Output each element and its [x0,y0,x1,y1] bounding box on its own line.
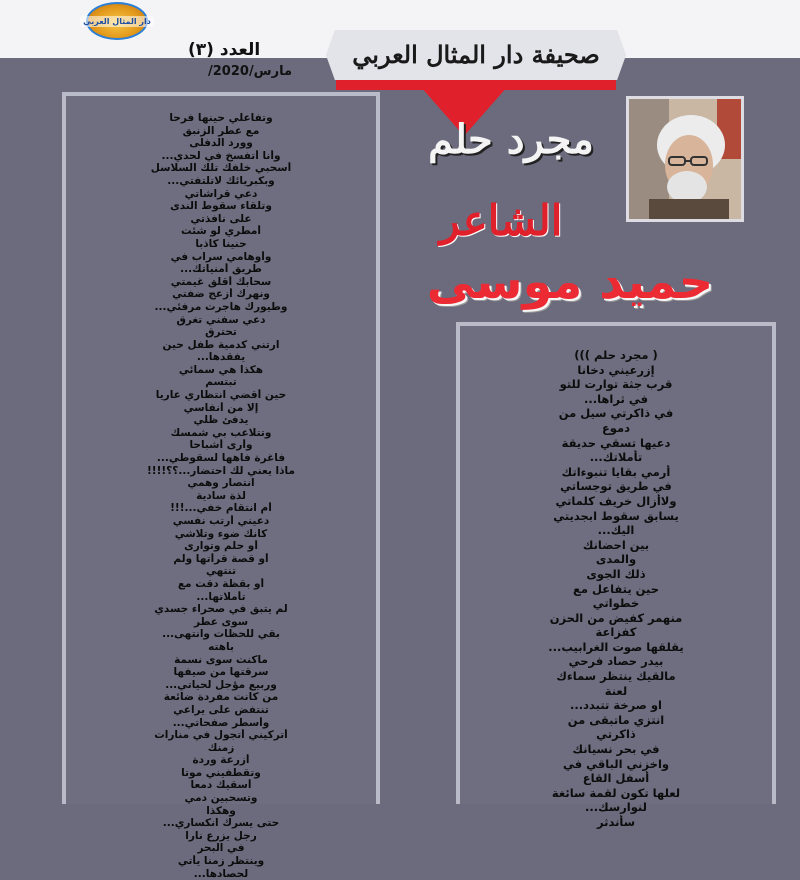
poem-line: وطيورك هاجرت مرفئي... [154,300,288,313]
poem-line: من كانت مفردة ضائعة [163,691,279,704]
poem-line: في طريق توجساتي [560,479,672,494]
poem-line: تنتفض على يراعي [173,703,269,716]
poem-line: في البحر [197,842,245,855]
newspaper-name: صحيفة دار المثال العربي [352,40,600,69]
poem-line: ذلك الجوى [586,566,646,581]
poem-line: تأملاتها... [196,590,246,603]
poem-line: لنوارسك... [585,800,647,815]
poem-line: وورد الدفلى [189,137,253,150]
poet-name: حميد موسى [426,254,714,310]
poem-line: بيدر حصاد فرحي [568,654,664,669]
poem-line: باهته [208,640,234,653]
poem-line: والمدى [595,552,637,567]
poem-line: واخزني الباقي في [562,756,670,771]
poem-line: يفقدها... [196,351,246,364]
poem-line: دعي قراشاتي [184,187,258,200]
poem-right-lines [460,348,772,830]
poem-line: انتزي ماتبقى من [567,712,665,727]
poem-line: ارتني كدمية طفل حين [162,338,280,351]
poem-line: تنتهي [205,565,237,578]
poem-line: ذاكرتي [596,727,636,742]
poem-line: انتصار وهمي [187,477,255,490]
poem-line: لم يتبق في صحراء جسدي [154,603,288,616]
issue-number: العدد (٣) [188,40,261,60]
poem-line: كفزاعة [595,625,637,640]
poem-line: في بحر نسيانك [572,742,660,757]
poem-line: مع عطر الزنبق [182,124,260,137]
poem-line: وأنا أتفسخ في لحدي... [161,149,281,162]
poet-portrait-icon [629,99,741,219]
poem-line: لعنة [604,683,628,698]
logo-text: دار المثال العربي [80,16,154,27]
poem-line: في ثراها... [584,391,648,406]
poem-line: أسحبي خلفك تلك السلاسل [150,162,292,175]
poem-line: يسابق سقوط ابجديتي [553,508,679,523]
poem-line: أرمي بقايا تنبوءاتك [561,464,671,479]
poem-line: وتلقاء سقوط الندى [170,200,272,213]
poem-line: وأوهامي سراب في [170,250,272,263]
poem-line: أسقيك دمعا [190,779,252,792]
poem-line: في ذاكرتي سيل من [558,406,674,421]
poem-line: وبكبريائك لاتلتفتي... [167,174,275,187]
poem-line: أم انتقام خفي...!!! [170,502,272,515]
poem-line: رجل يزرع نارا [185,829,257,842]
poem-line: ونهرك أزعج ضفتي [172,288,270,301]
poem-line: سأندثر [596,815,636,829]
poem-line: أو قصة قرأتها ولم [173,552,269,565]
issue-date: مارس/2020/ [208,64,293,79]
poem-line: دعيها تسقي حديقة [561,435,671,450]
poem-line: بقي للحظات وانتهى... [162,628,280,641]
poem-line: تأملاتك... [589,450,643,465]
poem-line: دموع [601,420,631,435]
poem-line: سوى عطر [193,615,249,628]
poem-line: منهمر كفيض من الحزن [549,610,683,625]
poem-line: حين يتفاعل مع [572,581,660,596]
poet-photo [626,96,744,222]
poem-line: مالقيك ينتظر سماءك [556,669,676,684]
poem-line: دعيني أرتب نفسي [172,515,270,527]
poem-line: فاغرة فاهها لسقوطي... [156,452,286,465]
poem-line: ( مجرد حلم ))) [574,348,658,362]
poem-line: حنينا كاذبا [195,237,247,250]
poem-line: وينتظر زمنا يأتي [177,855,265,868]
poem-line: يقلقها صوت الغرابيب... [548,639,684,654]
poem-line: قرب جثة توارت للتو [559,377,673,392]
poem-column-left [62,92,380,880]
poem-line: بين احضانك [582,537,650,552]
poem-line: أمطري لو شئت [180,225,262,238]
poem-line: وتقطفيني موتا [181,766,261,779]
poem-line: أسفل القاع [582,771,650,786]
poem-line: وأسطر صفحاتي... [172,716,270,729]
poem-line: يدفئ ظلي [193,414,249,427]
poem-line: سرقتها من صيفها [173,666,269,679]
poem-line: لعلها تكون لقمة سائغة [551,785,681,800]
poem-line: أزرعة وردة [192,754,250,767]
poem-line: لحصادها... [193,867,249,880]
poem-line: حتى يسرك انكساري... [162,817,280,830]
poem-line: طريق أمنياتك... [180,263,262,276]
poem-line: تحترق [205,326,237,339]
poem-line: أو حلم وتوارى [184,540,258,553]
poem-line: أتركيني أتجول في منارات [154,729,288,742]
poem-line: لذة سادية [196,489,246,502]
poem-line: وأرى أشباحا [189,439,253,452]
poem-line: إزرعيني دخانا [577,362,655,377]
poem-line: كانك ضوء وتلاشي [174,527,268,540]
poem-line: وتسحبين دمي [184,792,258,805]
poem-line: ولاأزال خريف كلماتي [555,493,677,508]
poem-line: وربيع مؤجل لحياتي... [165,678,277,691]
poem-title: مجرد حلم [428,116,594,163]
poem-line: دعي سفني تغرق [176,313,266,326]
poem-line: هكذا هي سمائي [178,363,264,376]
poem-line: سحابك أقلق غيمتي [170,275,272,288]
poem-line: وهكذا [206,804,236,817]
poem-line: وتتلاعب بي شمسك [170,426,272,439]
poem-line: على نافذتي [190,212,252,225]
poem-line: ماكنت سوى نسمة [174,653,268,666]
poem-line: ماذا يعني لك احتضار...؟؟!!!! [147,464,295,477]
poem-column-right [456,322,776,829]
poem-line: او صرخة تتبدد... [570,698,662,713]
poem-line: أو بقظة دقت مع [177,577,265,590]
poem-line: تبتسم [205,376,237,389]
poem-line: خطواتي [592,596,640,611]
poem-line: إلا من أنفاسي [183,401,259,414]
poem-line: حين أقضي انتظاري عاريا [155,389,287,402]
newspaper-logo [83,2,151,40]
poet-label: الشاعر [439,196,563,245]
poem-left-lines [66,112,376,880]
poem-line: اليك... [597,523,635,538]
poem-line: زمنك [207,741,235,754]
poem-line: وتفاعلي حينها فرحا [169,112,273,124]
